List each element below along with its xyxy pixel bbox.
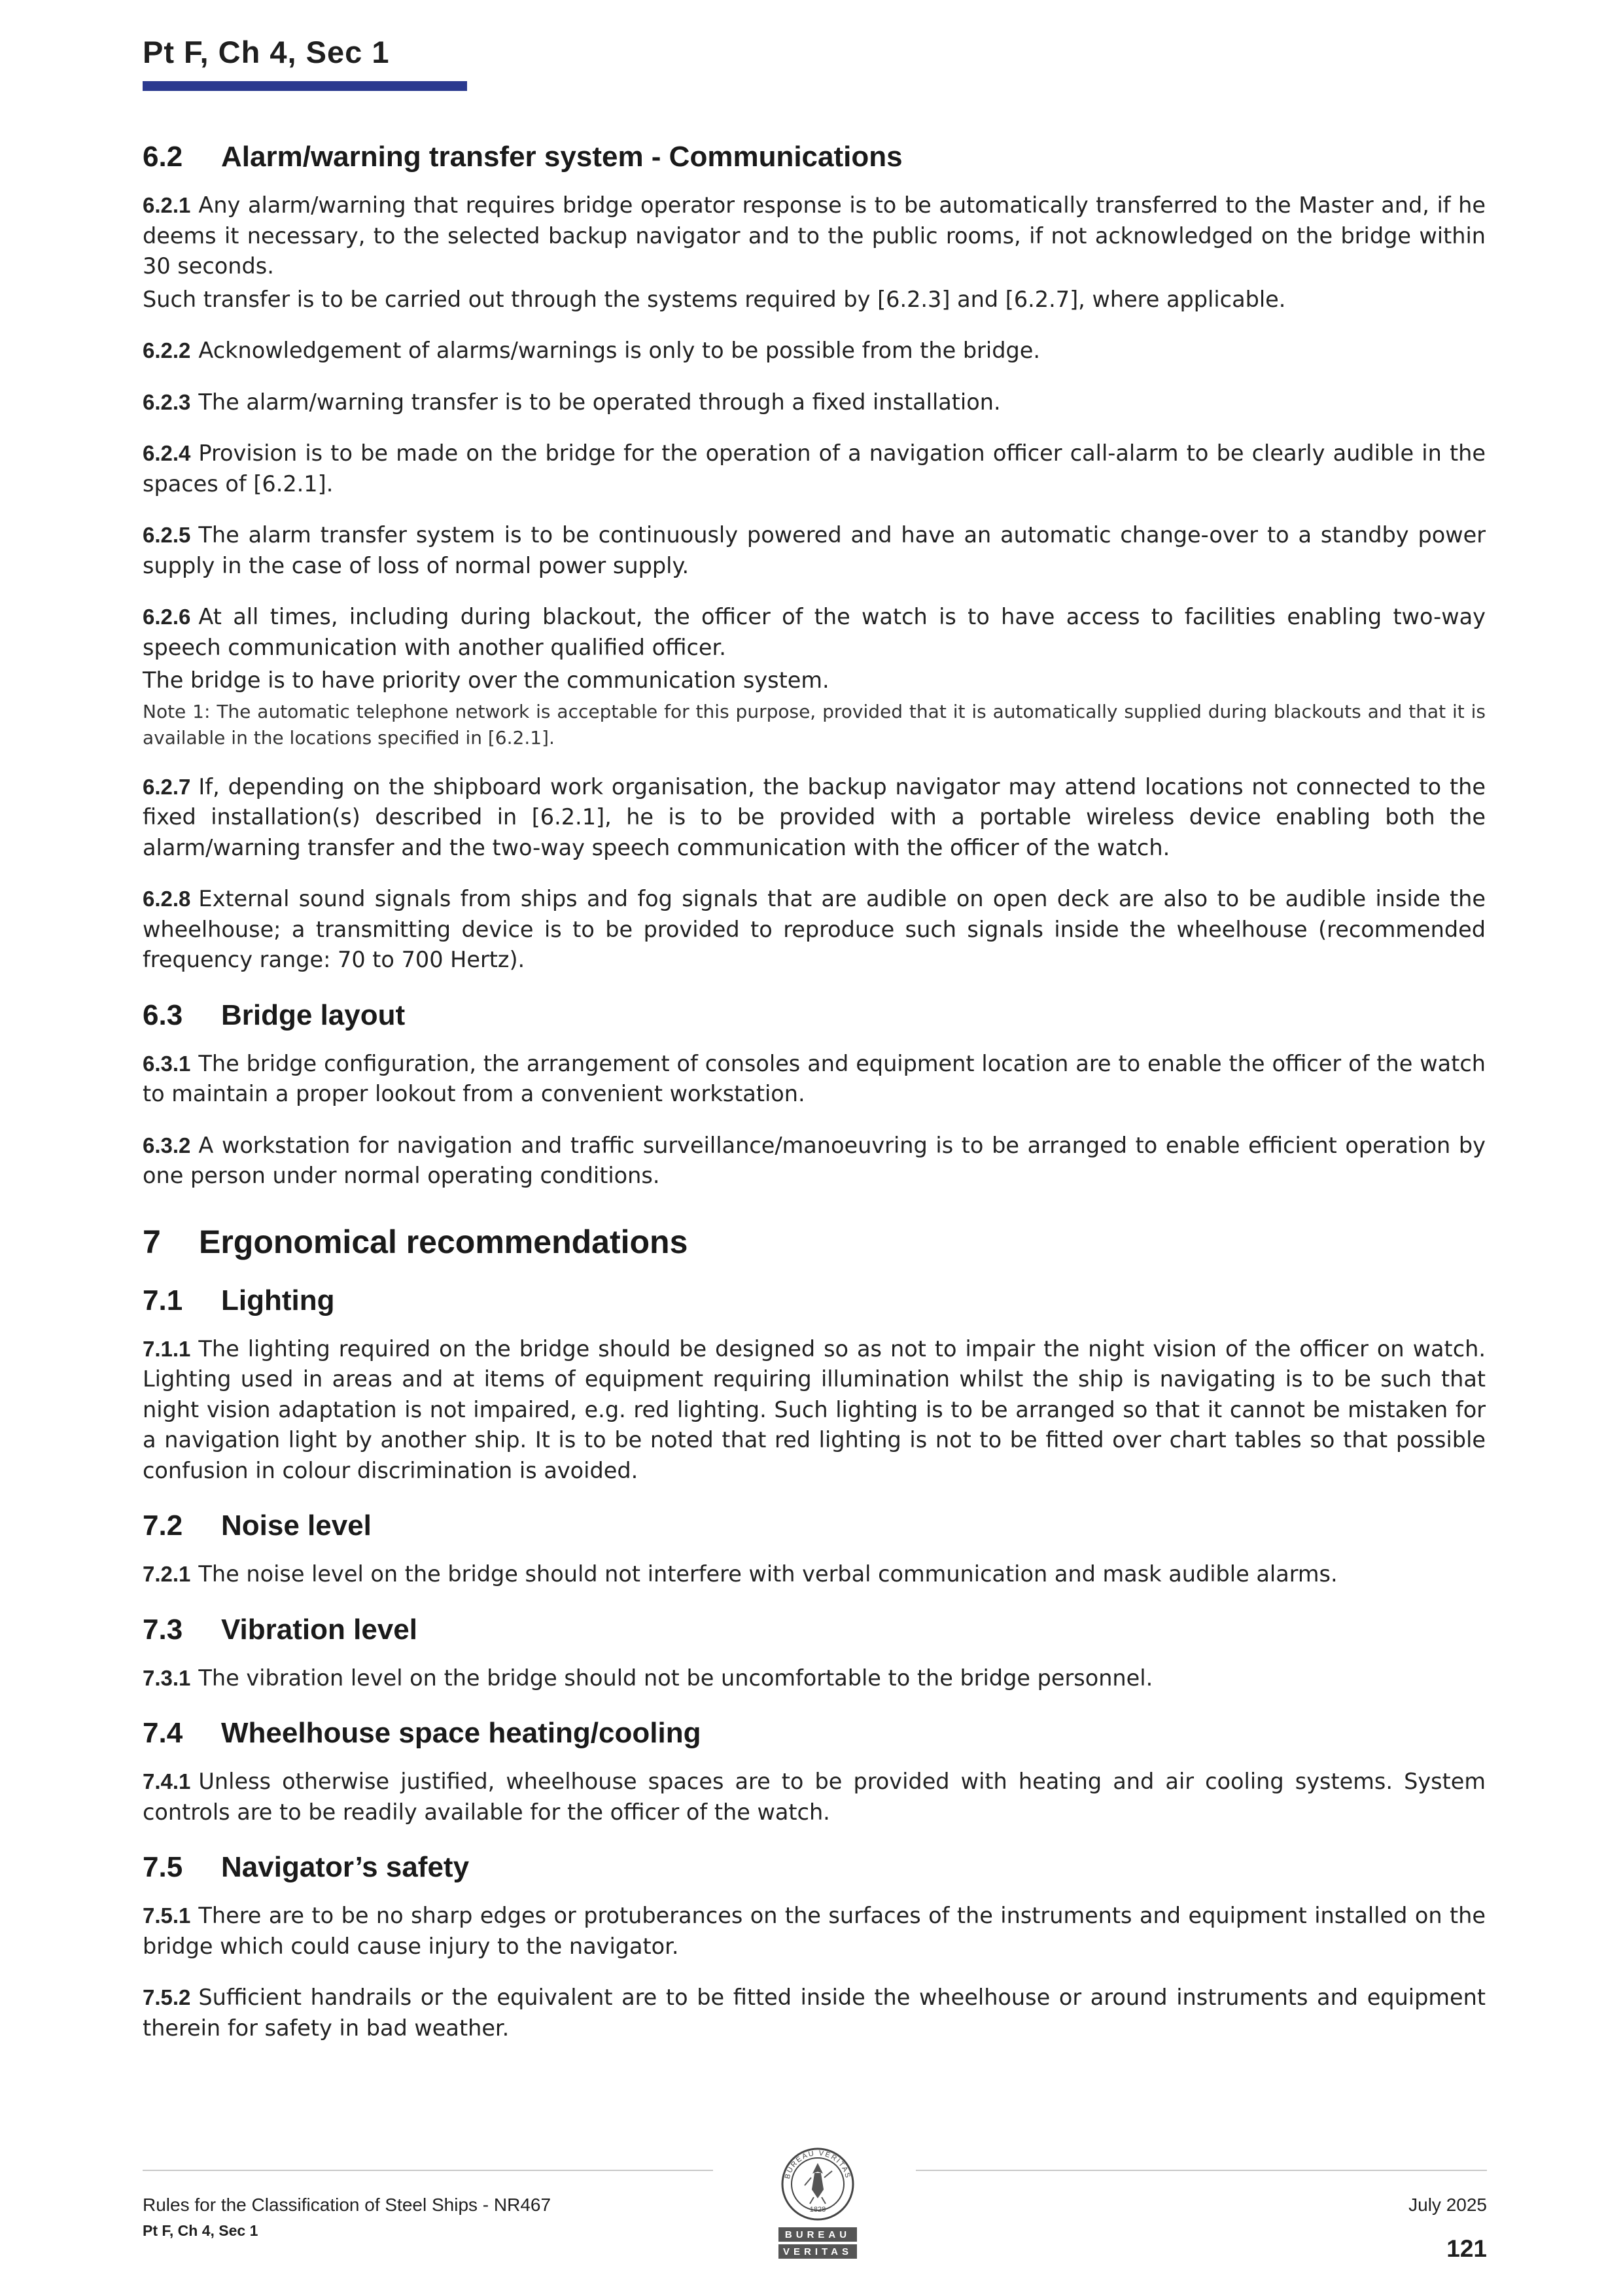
paragraph-number: 6.2.5	[143, 523, 191, 547]
logo-arc-text: BUREAU VERITAS	[783, 2149, 852, 2180]
paragraph	[143, 1663, 1486, 1694]
paragraph-text: Provision is to be made on the bridge for the operation of a navigation officer call-alarm to be clearly audible in the spaces of [6.2.1].	[143, 440, 1486, 497]
paragraph-text: The alarm/warning transfer is to be operated through a fixed installation.	[198, 389, 1001, 415]
paragraph-number: 6.2.7	[143, 774, 191, 799]
section-title: Lighting	[221, 1284, 335, 1316]
note	[143, 699, 1486, 751]
logo-year: 1828	[809, 2206, 826, 2214]
footer-rule-right	[916, 2170, 1487, 2171]
section-number: 6.2	[143, 141, 183, 173]
paragraph-text: Any alarm/warning that requires bridge operator response is to be automatically transferred to the Master and, if he deems it necessary, to the selected backup navigator and to the public rooms, if not acknowledged on the bridge within 30 seconds.	[143, 192, 1486, 279]
bureau-veritas-logo-icon	[772, 2138, 864, 2269]
document-body	[143, 141, 1486, 2043]
paragraph	[143, 1334, 1486, 1487]
paragraph-text: At all times, including during blackout, the officer of the watch is to have access to facilities enabling two-way speech communication with another qualified officer.	[143, 604, 1486, 660]
paragraph-number: 6.3.1	[143, 1051, 191, 1076]
section-heading	[143, 999, 1486, 1032]
paragraph-text: Sufficient handrails or the equivalent are to be fitted inside the wheelhouse or around instruments and equipment therein for safety in bad weather.	[143, 1985, 1486, 2041]
chapter-number: 7	[143, 1223, 161, 1260]
paragraph	[143, 387, 1486, 418]
paragraph	[143, 1049, 1486, 1110]
paragraph-number: 7.5.2	[143, 1985, 191, 2009]
section-title: Bridge layout	[221, 998, 406, 1031]
footer-section-ref: Pt F, Ch 4, Sec 1	[143, 2222, 258, 2239]
section-heading	[143, 1717, 1486, 1750]
paragraph	[143, 772, 1486, 864]
section-title: Noise level	[221, 1510, 372, 1542]
note-text: Note 1: The automatic telephone network is acceptable for this purpose, provided that it is automatically supplied during blackouts and that it is available in the locations specified in [6.2.1].	[143, 700, 1486, 749]
header-accent-bar	[143, 81, 467, 91]
paragraph-text: Such transfer is to be carried out through the systems required by [6.2.3] and [6.2.7], where applicable.	[143, 286, 1286, 312]
paragraph	[143, 520, 1486, 581]
paragraph-number: 6.2.1	[143, 193, 191, 217]
section-number: 7.5	[143, 1851, 183, 1883]
chapter-heading	[143, 1223, 1486, 1261]
paragraph	[143, 602, 1486, 663]
paragraph-number: 7.3.1	[143, 1665, 191, 1690]
paragraph-text: There are to be no sharp edges or protuberances on the surfaces of the instruments and equipment installed on the bridge which could cause injury to the navigator.	[143, 1903, 1486, 1959]
paragraph-text: Acknowledgement of alarms/warnings is only to be possible from the bridge.	[198, 338, 1040, 363]
paragraph	[143, 336, 1486, 366]
section-number: 7.4	[143, 1717, 183, 1749]
paragraph-text: A workstation for navigation and traffic surveillance/manoeuvring is to be arranged to enable efficient operation by one person under normal operating conditions.	[143, 1132, 1486, 1188]
running-header: Pt F, Ch 4, Sec 1	[143, 35, 390, 69]
footer-document-title: Rules for the Classification of Steel Ships - NR467	[143, 2195, 551, 2215]
section-number: 7.2	[143, 1510, 183, 1542]
paragraph-text: The bridge configuration, the arrangement of consoles and equipment location are to enable the officer of the watch to maintain a proper lookout from a convenient workstation.	[143, 1050, 1486, 1106]
paragraph-text: If, depending on the shipboard work organisation, the backup navigator may attend locations not connected to the fixed installation(s) described in [6.2.1], he is to be provided with a portable wireless device enabling both the alarm/warning transfer and the two-way speech communication with the officer of the watch.	[143, 773, 1486, 860]
paragraph-number: 6.2.3	[143, 389, 191, 414]
footer-rule-left	[143, 2170, 713, 2171]
footer-date: July 2025	[1408, 2195, 1487, 2215]
paragraph	[143, 285, 1486, 315]
section-heading	[143, 1284, 1486, 1317]
paragraph	[143, 1131, 1486, 1192]
section-heading	[143, 141, 1486, 173]
logo-word-1: BUREAU	[784, 2229, 851, 2240]
paragraph-number: 7.5.1	[143, 1903, 191, 1928]
paragraph	[143, 1767, 1486, 1828]
section-heading	[143, 1614, 1486, 1646]
section-title: Vibration level	[221, 1613, 417, 1646]
logo-word-2: VERITAS	[783, 2246, 852, 2257]
paragraph-text: The noise level on the bridge should not interfere with verbal communication and mask audible alarms.	[198, 1561, 1338, 1587]
paragraph-number: 6.3.2	[143, 1133, 191, 1157]
paragraph-text: External sound signals from ships and fog signals that are audible on open deck are also to be audible inside the wheelhouse; a transmitting device is to be provided to reproduce such signals inside the wheelhouse (recommended frequency range: 70 to 700 Hertz).	[143, 886, 1486, 972]
paragraph-text: The lighting required on the bridge should be designed so as not to impair the night vision of the officer on watch. Lighting used in areas and at items of equipment requiring illumination whilst the ship is navigating is to be such that night vision adaptation is not impaired, e.g. red lighting. Such lighting is to be arranged so that it cannot be mistaken for a navigation light by another ship. It is to be noted that red lighting is not to be fitted over chart tables so that possible confusion in colour discrimination is avoided.	[143, 1335, 1486, 1483]
paragraph	[143, 1983, 1486, 2043]
paragraph-text: The bridge is to have priority over the communication system.	[143, 667, 829, 693]
paragraph-number: 6.2.8	[143, 887, 191, 911]
section-number: 7.1	[143, 1284, 183, 1316]
section-title: Alarm/warning transfer system - Communications	[221, 141, 903, 173]
paragraph-number: 7.1.1	[143, 1336, 191, 1361]
paragraph-text: Unless otherwise justified, wheelhouse spaces are to be provided with heating and air cooling systems. System controls are to be readily available for the officer of the watch.	[143, 1769, 1486, 1825]
paragraph-number: 7.4.1	[143, 1769, 191, 1793]
section-title: Navigator’s safety	[221, 1851, 470, 1883]
paragraph	[143, 1559, 1486, 1590]
paragraph	[143, 1901, 1486, 1962]
section-title: Wheelhouse space heating/cooling	[221, 1717, 701, 1749]
paragraph-number: 6.2.6	[143, 605, 191, 629]
section-number: 6.3	[143, 998, 183, 1031]
paragraph	[143, 190, 1486, 282]
paragraph-text: The alarm transfer system is to be continuously powered and have an automatic change-over to a standby power supply in the case of loss of normal power supply.	[143, 522, 1486, 578]
paragraph-number: 6.2.4	[143, 441, 191, 465]
section-heading	[143, 1851, 1486, 1884]
chapter-title: Ergonomical recommendations	[199, 1223, 688, 1260]
paragraph-number: 6.2.2	[143, 338, 191, 362]
paragraph	[143, 665, 1486, 696]
paragraph	[143, 438, 1486, 499]
paragraph	[143, 884, 1486, 976]
paragraph-text: The vibration level on the bridge should not be uncomfortable to the bridge personnel.	[198, 1665, 1153, 1691]
section-heading	[143, 1510, 1486, 1542]
page-number: 121	[1446, 2235, 1487, 2262]
paragraph-number: 7.2.1	[143, 1562, 191, 1586]
section-number: 7.3	[143, 1613, 183, 1646]
